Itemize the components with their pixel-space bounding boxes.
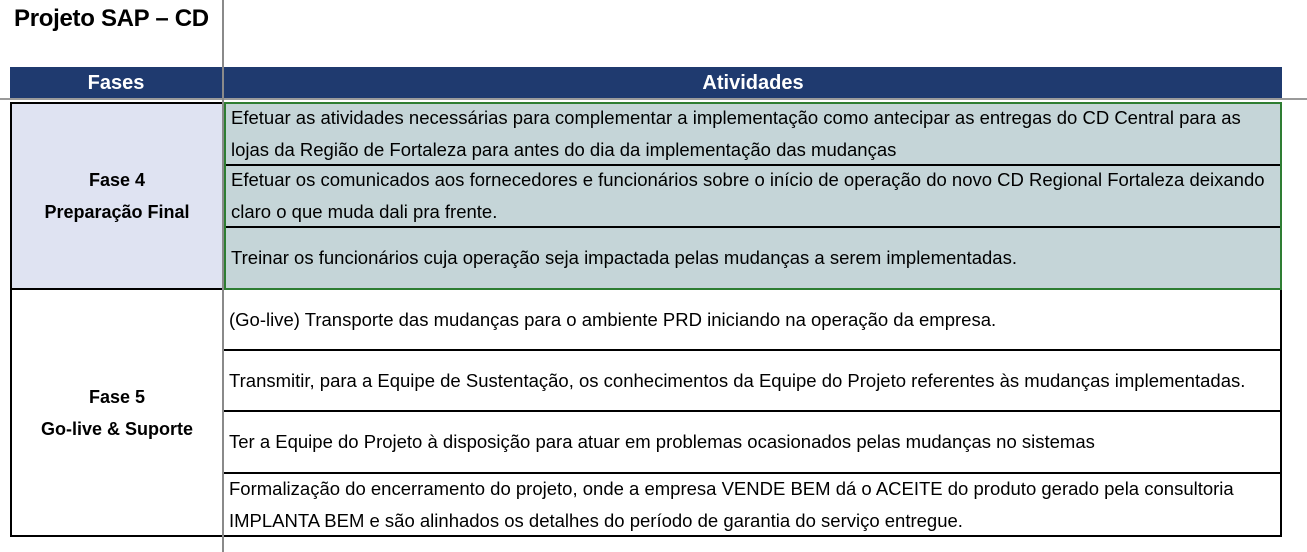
activity-cell[interactable] xyxy=(226,166,1280,228)
activity-cell[interactable] xyxy=(224,351,1280,412)
phase-cell-fase-5[interactable] xyxy=(10,290,222,537)
activity-cell[interactable] xyxy=(224,412,1280,474)
phase-name: Fase 5 xyxy=(88,386,146,407)
activity-text: (Go-live) Transporte das mudanças para o ambiente PRD iniciando na operação da empresa. xyxy=(229,308,997,330)
page-title: Projeto SAP – CD xyxy=(14,5,209,32)
activity-text: Treinar os funcionários cuja operação seja impactada pelas mudanças a serem implementadas. xyxy=(231,247,1017,268)
table-header xyxy=(10,67,1282,98)
gridline-horizontal xyxy=(0,98,1307,100)
activity-cell[interactable] xyxy=(224,474,1280,535)
header-atividades: Atividades xyxy=(702,72,804,94)
activity-text: Efetuar os comunicados aos fornecedores e funcionários sobre o início de operação do novo CD Regional Fortaleza deixando claro o que muda dali pra frente. xyxy=(231,169,1265,222)
phase-name: Fase 4 xyxy=(88,170,146,190)
activities-fase-4-selected-range[interactable] xyxy=(224,102,1282,290)
gridline-vertical xyxy=(222,0,224,552)
activities-fase-5 xyxy=(224,290,1282,537)
phase-subtitle: Preparação Final xyxy=(44,202,190,222)
activity-text: Efetuar as atividades necessárias para complementar a implementação como antecipar as entregas do CD Central para as lojas da Região de Fortaleza para antes do dia da implementação das mudanças xyxy=(231,107,1241,160)
activity-text: Formalização do encerramento do projeto, onde a empresa VENDE BEM dá o ACEITE do produto gerado pela consultoria IMPLANTA BEM e são alinhados os detalhes do período de garantia do serviço entregue. xyxy=(229,477,1234,531)
activity-cell[interactable] xyxy=(226,104,1280,166)
activity-cell[interactable] xyxy=(226,228,1280,288)
header-fases: Fases xyxy=(87,72,145,94)
phase-subtitle: Go-live & Suporte xyxy=(40,418,193,439)
activity-cell[interactable] xyxy=(224,290,1280,351)
activity-text: Transmitir, para a Equipe de Sustentação, os conhecimentos da Equipe do Projeto referentes às mudanças implementadas. xyxy=(229,369,1246,391)
activity-text: Ter a Equipe do Projeto à disposição para atuar em problemas ocasionados pelas mudanças no sistemas xyxy=(229,431,1095,452)
phase-cell-fase-4[interactable] xyxy=(10,102,222,290)
